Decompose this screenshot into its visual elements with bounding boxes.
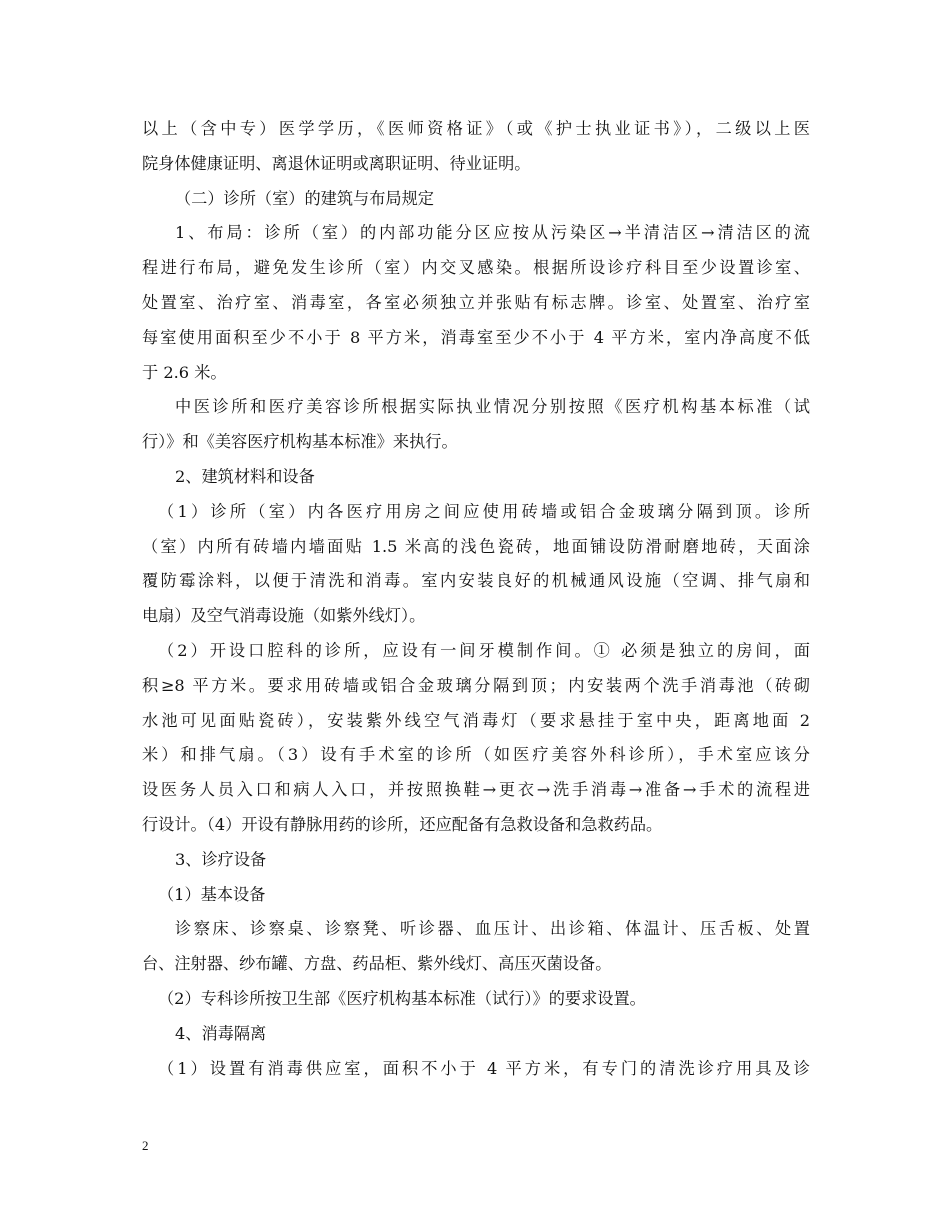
page-number: 2 xyxy=(142,1138,149,1153)
paragraph-line: （1）诊所（室）内各医疗用房之间应使用砖墙或铝合金玻璃分隔到顶。诊所 xyxy=(158,501,810,521)
paragraph-line: 处置室、治疗室、消毒室，各室必须独立并张贴有标志牌。诊室、处置室、治疗室 xyxy=(142,292,810,312)
paragraph-line: （室）内所有砖墙内墙面贴 1.5 米高的浅色瓷砖，地面铺设防滑耐磨地砖，天面涂 xyxy=(142,536,810,556)
paragraph-line: 中医诊所和医疗美容诊所根据实际执业情况分别按照《医疗机构基本标准（试 xyxy=(175,397,810,417)
section-heading: 4、消毒隔离 xyxy=(175,1023,267,1043)
paragraph-line: （1）设置有消毒供应室，面积不小于 4 平方米，有专门的清洗诊疗用具及诊 xyxy=(158,1058,810,1078)
paragraph-line: 诊察床、诊察桌、诊察凳、听诊器、血压计、出诊箱、体温计、压舌板、处置 xyxy=(175,919,810,939)
section-heading: （二）诊所（室）的建筑与布局规定 xyxy=(175,188,434,208)
paragraph-line: 水池可见面贴瓷砖），安装紫外线空气消毒灯（要求悬挂于室中央，距离地面 2 xyxy=(142,710,810,730)
paragraph-line: 行设计。（4）开设有静脉用药的诊所，还应配备有急救设备和急救药品。 xyxy=(142,814,663,834)
paragraph-line: 行）》和《美容医疗机构基本标准》来执行。 xyxy=(142,432,458,452)
paragraph-line: 积≥8 平方米。要求用砖墙或铝合金玻璃分隔到顶；内安装两个洗手消毒池（砖砌 xyxy=(142,675,810,695)
subsection-heading: （1）基本设备 xyxy=(158,884,266,904)
paragraph-line: 台、注射器、纱布罐、方盘、药品柜、紫外线灯、高压灭菌设备。 xyxy=(142,954,612,974)
paragraph-line: 于 2.6 米。 xyxy=(142,362,227,382)
paragraph-line: 院身体健康证明、离退休证明或离职证明、待业证明。 xyxy=(142,153,531,173)
paragraph-line: 设医务人员入口和病人入口，并按照换鞋→更衣→洗手消毒→准备→手术的流程进 xyxy=(142,780,810,800)
paragraph-line: 1、布局：诊所（室）的内部功能分区应按从污染区→半清洁区→清洁区的流 xyxy=(175,223,810,243)
paragraph-line: 覆防霉涂料，以便于清洗和消毒。室内安装良好的机械通风设施（空调、排气扇和 xyxy=(142,571,810,591)
paragraph-line: 以上（含中专）医学学历，《医师资格证》（或《护士执业证书》），二级以上医 xyxy=(142,119,810,138)
paragraph-line: 每室使用面积至少不小于 8 平方米，消毒室至少不小于 4 平方米，室内净高度不低 xyxy=(142,327,810,347)
section-heading: 3、诊疗设备 xyxy=(175,849,267,869)
paragraph-line: （2）专科诊所按卫生部《医疗机构基本标准（试行）》的要求设置。 xyxy=(158,988,646,1008)
paragraph-line: 电扇）及空气消毒设施（如紫外线灯）。 xyxy=(142,606,426,626)
paragraph-line: 米）和排气扇。（3）设有手术室的诊所（如医疗美容外科诊所），手术室应该分 xyxy=(142,745,810,765)
section-heading: 2、建筑材料和设备 xyxy=(175,466,315,486)
document-body xyxy=(142,112,810,1086)
paragraph-line: 程进行布局，避免发生诊所（室）内交叉感染。根据所设诊疗科目至少设置诊室、 xyxy=(142,258,810,278)
paragraph-line: （2）开设口腔科的诊所，应设有一间牙模制作间。① 必须是独立的房间，面 xyxy=(158,640,810,660)
